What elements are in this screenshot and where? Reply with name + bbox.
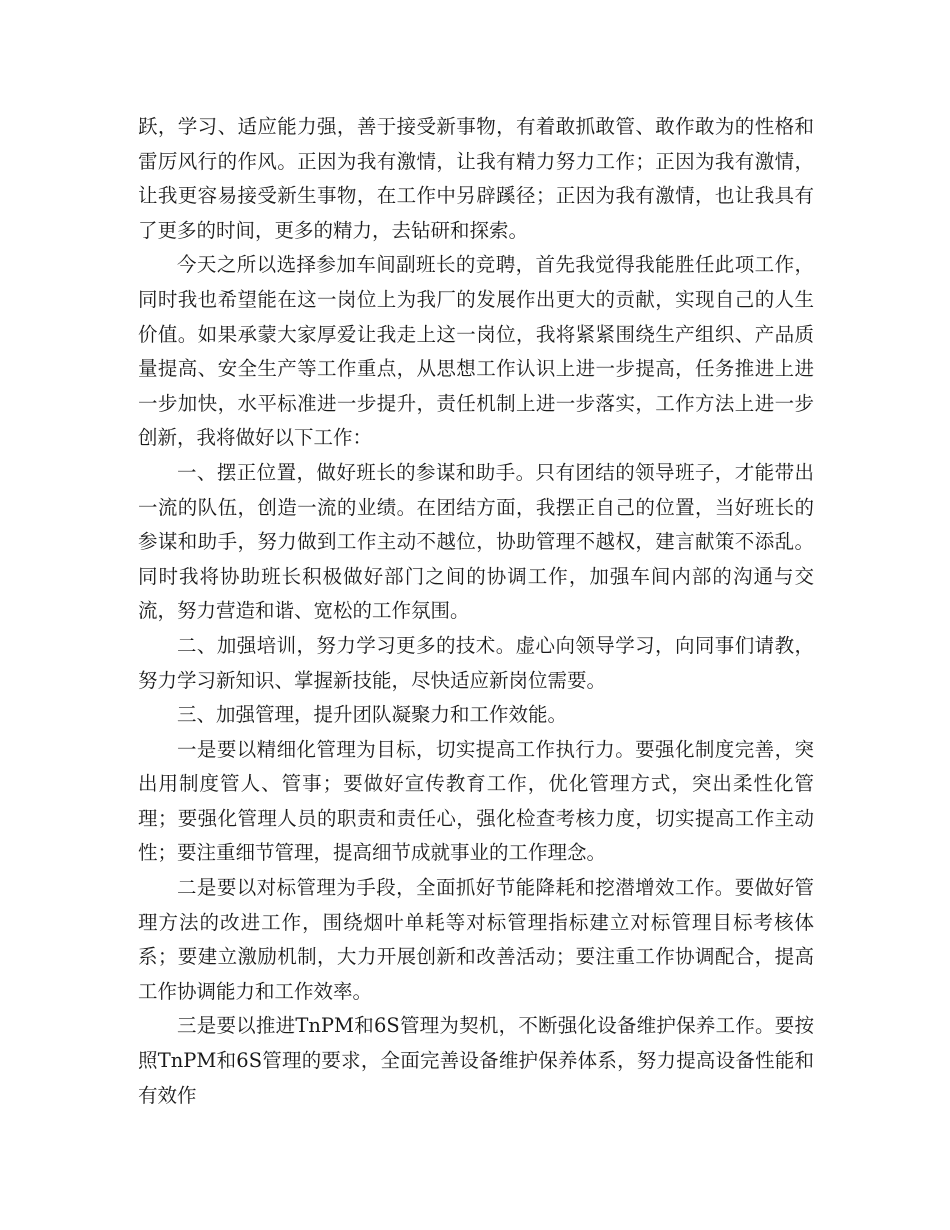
paragraph: 今天之所以选择参加车间副班长的竞聘，首先我觉得我能胜任此项工作，同时我也希望能在这一岗位上为我厂的发展作出更大的贡献，实现自己的人生价值。如果承蒙大家厚爱让我走上这一岗位，我将紧紧围绕生产组织、产品质量提高、安全生产等工作重点，从思想工作认识上进一步提高，任务推进上进一步加快，水平标准进一步提升，责任机制上进一步落实，工作方法上进一步创新，我将做好以下工作： — [138, 253, 814, 450]
paragraph: 二是要以对标管理为手段，全面抓好节能降耗和挖潜增效工作。要做好管理方法的改进工作，围绕烟叶单耗等对标管理指标建立对标管理目标考核体系；要建立激励机制，大力开展创新和改善活动；要注重工作协调配合，提高工作协调能力和工作效率。 — [138, 876, 814, 1003]
document-page — [138, 110, 814, 1113]
paragraph: 一是要以精细化管理为目标，切实提高工作执行力。要强化制度完善，突出用制度管人、管事；要做好宣传教育工作，优化管理方式，突出柔性化管理；要强化管理人员的职责和责任心，强化检查考核力度，切实提高工作主动性；要注重细节管理，提高细节成就事业的工作理念。 — [138, 737, 814, 865]
paragraph: 三是要以推进TnPM和6S管理为契机，不断强化设备维护保养工作。要按照TnPM和6S管理的要求，全面完善设备维护保养体系，努力提高设备性能和有效作 — [138, 1014, 814, 1107]
paragraph: 跃，学习、适应能力强，善于接受新事物，有着敢抓敢管、敢作敢为的性格和雷厉风行的作风。正因为我有激情，让我有精力努力工作；正因为我有激情，让我更容易接受新生事物，在工作中另辟蹊径；正因为我有激情，也让我具有了更多的时间，更多的精力，去钻研和探索。 — [138, 115, 814, 242]
paragraph: 三、加强管理，提升团队凝聚力和工作效能。 — [177, 703, 568, 727]
paragraph: 一、摆正位置，做好班长的参谋和助手。只有团结的领导班子，才能带出一流的队伍，创造一流的业绩。在团结方面，我摆正自己的位置，当好班长的参谋和助手，努力做到工作主动不越位，协助管理不越权，建言献策不添乱。同时我将协助班长积极做好部门之间的协调工作，加强车间内部的沟通与交流，努力营造和谐、宽松的工作氛围。 — [138, 460, 814, 623]
paragraph: 二、加强培训，努力学习更多的技术。虚心向领导学习，向同事们请教，努力学习新知识、掌握新技能，尽快适应新岗位需要。 — [138, 633, 814, 692]
